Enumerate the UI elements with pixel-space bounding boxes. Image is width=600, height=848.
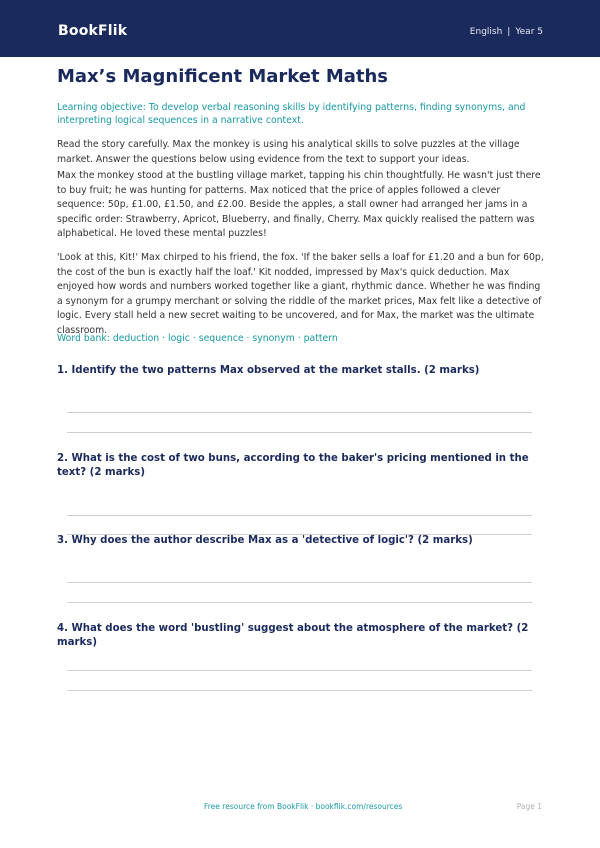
question-3: 3. Why does the author describe Max as a 'detective of logic'? (2 marks) <box>57 535 473 546</box>
word-bank: Word bank: deduction · logic · sequence · synonym · pattern <box>57 333 338 344</box>
answer-line[interactable] <box>67 412 532 413</box>
subject-label: English <box>469 27 503 37</box>
story-paragraph-2: 'Look at this, Kit!' Max chirped to his friend, the fox. 'If the baker sells a loaf for £1.20 and a bun for 60p, the cost of the bun is exactly half the loaf.' Kit nodded, impressed by Max's quick deduction. Max enjoyed how words and numbers worked together like a giant, rhythmic dance. Whether he was finding a synonym for a grumpy merchant or solving the riddle of the market prices, Max felt like a detective of logic. Every stall held a new secret waiting to be uncovered, and for Max, the market was the ultimate classroom. <box>57 252 544 336</box>
meta-separator: | <box>507 27 511 37</box>
story-paragraph-1: Max the monkey stood at the bustling village market, tapping his chin thoughtfully. He wasn't just there to buy fruit; he was hunting for patterns. Max noticed that the price of apples followed a clever sequence: 50p, £1.00, £1.50, and £2.00. Beside the apples, a stall owner had arranged her jams in a specific order: Strawberry, Apricot, Blueberry, and finally, Cherry. Max quickly realised the pattern was alphabetical. He loved these mental puzzles! <box>57 170 541 239</box>
page-number: Page 1 <box>516 802 542 811</box>
answer-line[interactable] <box>67 582 532 583</box>
header-meta <box>470 27 543 37</box>
footer-credit-link[interactable]: Free resource from BookFlik · bookflik.com/resources <box>204 802 403 811</box>
worksheet-title: Max’s Magnificent Market Maths <box>57 66 389 87</box>
question-1: 1. Identify the two patterns Max observed at the market stalls. (2 marks) <box>57 365 480 376</box>
brand-logo[interactable]: BookFlik <box>58 23 128 39</box>
answer-line[interactable] <box>67 432 532 433</box>
answer-line[interactable] <box>67 690 532 691</box>
instructions-paragraph: Read the story carefully. Max the monkey is using his analytical skills to solve puzzles at the village market. Answer the questions below using evidence from the text to support your ideas. <box>57 139 520 165</box>
answer-line[interactable] <box>67 515 532 516</box>
answer-line[interactable] <box>67 670 532 671</box>
year-label: Year 5 <box>515 27 543 37</box>
learning-objective: Learning objective: To develop verbal reasoning skills by identifying patterns, finding synonyms, and interpreting logical sequences in a narrative context. <box>57 102 526 126</box>
answer-line[interactable] <box>67 602 532 603</box>
page-header <box>0 0 600 57</box>
question-2: 2. What is the cost of two buns, according to the baker's pricing mentioned in the text? (2 marks) <box>57 453 529 478</box>
question-4: 4. What does the word 'bustling' suggest about the atmosphere of the market? (2 marks) <box>57 623 529 648</box>
